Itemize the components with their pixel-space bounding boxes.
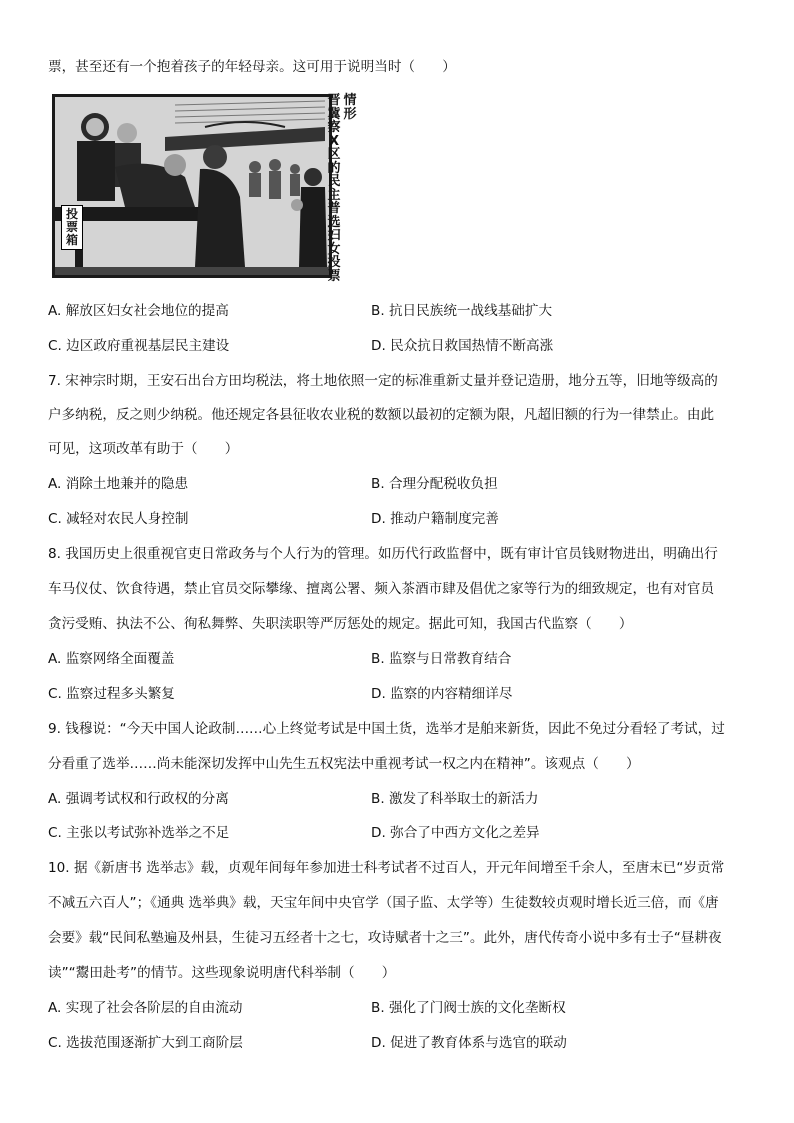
q9-option-c: C. 主张以考试弥补选举之不足 bbox=[48, 825, 230, 841]
q10-option-b: B. 强化了门阀士族的文化垄断权 bbox=[371, 1000, 566, 1016]
q10-option-a: A. 实现了社会各阶层的自由流动 bbox=[48, 1000, 243, 1016]
figure-caption-column-right: 情形 bbox=[343, 93, 357, 122]
q9-option-b: B. 激发了科举取士的新活力 bbox=[371, 791, 539, 807]
voting-scene-image bbox=[52, 94, 332, 278]
q10-stem-line-3: 会要》载“民间私塾遍及州县，生徒习五经者十之七，攻诗赋者十之三”。此外，唐代传奇小说中多有士子“昼耕夜 bbox=[48, 930, 722, 946]
q8-option-b: B. 监察与日常教育结合 bbox=[371, 651, 512, 667]
q8-stem-line-2: 车马仪仗、饮食待遇，禁止官员交际攀缘、擅离公署、频入茶酒市肆及倡优之家等行为的细致规定，也有对官员 bbox=[48, 581, 715, 597]
q6-option-b: B. 抗日民族统一战线基础扩大 bbox=[371, 303, 553, 319]
q10-option-d: D. 促进了教育体系与选官的联动 bbox=[371, 1035, 567, 1051]
q10-option-c: C. 选拔范围逐渐扩大到工商阶层 bbox=[48, 1035, 243, 1051]
q9-option-d: D. 弥合了中西方文化之差异 bbox=[371, 825, 540, 841]
q8-stem-line-3: 贪污受贿、执法不公、徇私舞弊、失职渎职等严厉惩处的规定。据此可知，我国古代监察（ ） bbox=[48, 616, 633, 632]
q8-option-a: A. 监察网络全面覆盖 bbox=[48, 651, 175, 667]
historical-woodcut-figure bbox=[48, 92, 360, 282]
q7-stem-line-3: 可见，这项改革有助于（ ） bbox=[48, 441, 239, 457]
q9-stem-line-1: 9. 钱穆说：“今天中国人论政制……心上终觉考试是中国土货，选举才是舶来新货，因此不免过分看轻了考试，过 bbox=[48, 721, 725, 737]
question-6-stem-tail: 票，甚至还有一个抱着孩子的年轻母亲。这可用于说明当时（ ） bbox=[48, 59, 456, 75]
q6-option-a: A. 解放区妇女社会地位的提高 bbox=[48, 303, 229, 319]
q7-option-c: C. 减轻对农民人身控制 bbox=[48, 511, 189, 527]
q8-option-d: D. 监察的内容精细详尽 bbox=[371, 686, 513, 702]
q10-stem-line-4: 读”“鬻田赴考”的情节。这些现象说明唐代科举制（ ） bbox=[48, 965, 396, 981]
figure-caption-column-left: 晋冀察X区的民主普选妇女投票 bbox=[327, 93, 341, 284]
q9-stem-line-2: 分看重了选举……尚未能深切发挥中山先生五权宪法中重视考试一权之内在精神”。该观点（ ） bbox=[48, 756, 640, 772]
q8-option-c: C. 监察过程多头繁复 bbox=[48, 686, 175, 702]
q7-stem-line-1: 7. 宋神宗时期，王安石出台方田均税法，将土地依照一定的标准重新丈量并登记造册，地分五等，旧地等级高的 bbox=[48, 373, 718, 389]
ballot-box-label: 投票箱 bbox=[61, 205, 83, 250]
q8-stem-line-1: 8. 我国历史上很重视官吏日常政务与个人行为的管理。如历代行政监督中，既有审计官员钱财物进出，明确出行 bbox=[48, 546, 718, 562]
q7-option-a: A. 消除土地兼并的隐患 bbox=[48, 476, 189, 492]
q7-stem-line-2: 户多纳税，反之则少纳税。他还规定各县征收农业税的数额以最初的定额为限，凡超旧额的行为一律禁止。由此 bbox=[48, 407, 715, 423]
q7-option-b: B. 合理分配税收负担 bbox=[371, 476, 498, 492]
q6-option-d: D. 民众抗日救国热情不断高涨 bbox=[371, 338, 554, 354]
q9-option-a: A. 强调考试权和行政权的分离 bbox=[48, 791, 229, 807]
q7-option-d: D. 推动户籍制度完善 bbox=[371, 511, 499, 527]
q6-option-c: C. 边区政府重视基层民主建设 bbox=[48, 338, 230, 354]
q10-stem-line-1: 10. 据《新唐书 选举志》载，贞观年间每年参加进士科考试者不过百人，开元年间增至千余人，至唐末已“岁贡常 bbox=[48, 860, 725, 876]
q10-stem-line-2: 不减五六百人”；《通典 选举典》载，天宝年间中央官学（国子监、太学等）生徒数较贞观时增长近三倍，而《唐 bbox=[48, 895, 719, 911]
